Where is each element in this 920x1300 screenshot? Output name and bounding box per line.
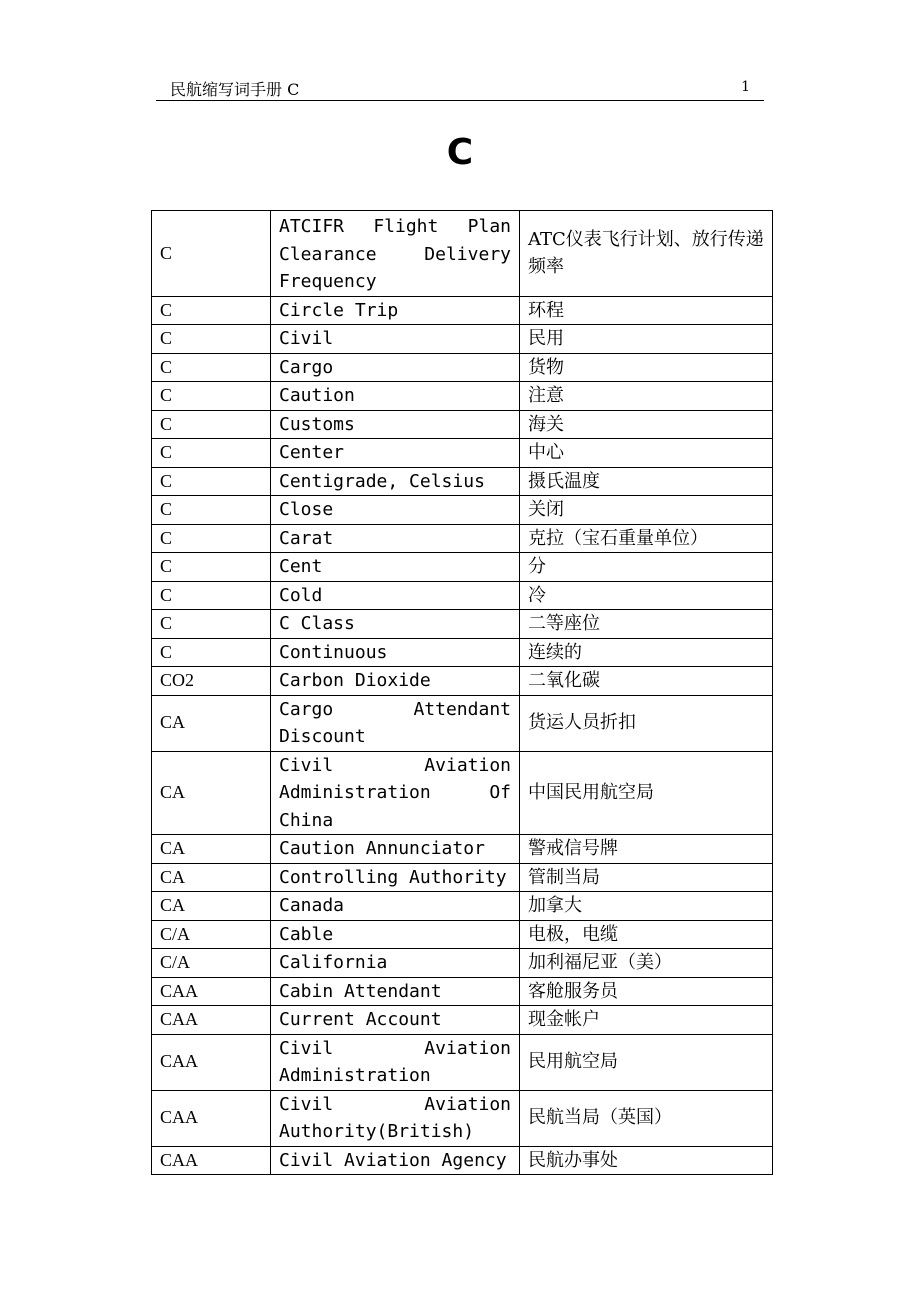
english-term-cell: Circle Trip (271, 296, 520, 325)
chinese-term-cell: 警戒信号牌 (520, 835, 773, 864)
abbreviation-cell: C (152, 524, 271, 553)
english-term-cell: Continuous (271, 638, 520, 667)
table-row (152, 977, 773, 1006)
table-row (152, 382, 773, 411)
abbreviation-cell: C (152, 439, 271, 468)
table-row (152, 496, 773, 525)
chinese-term-cell: 管制当局 (520, 863, 773, 892)
chinese-term-cell: 分 (520, 553, 773, 582)
table-row (152, 610, 773, 639)
page-number: 1 (741, 79, 750, 95)
table-row (152, 892, 773, 921)
chinese-term-cell: 民用 (520, 325, 773, 354)
abbreviation-cell: C (152, 553, 271, 582)
table-row (152, 211, 773, 297)
english-term-cell: Current Account (271, 1006, 520, 1035)
english-term-cell: Cargo Attendant Discount (271, 695, 520, 751)
abbreviation-cell: C/A (152, 949, 271, 978)
chinese-term-cell: 客舱服务员 (520, 977, 773, 1006)
abbreviation-cell: C (152, 467, 271, 496)
english-term-cell: Centigrade, Celsius (271, 467, 520, 496)
chinese-term-cell: 冷 (520, 581, 773, 610)
abbreviation-cell: C (152, 496, 271, 525)
chinese-term-cell: 货运人员折扣 (520, 695, 773, 751)
abbreviation-cell: C (152, 296, 271, 325)
abbreviation-cell: C/A (152, 920, 271, 949)
abbreviation-cell: CAA (152, 1006, 271, 1035)
english-term-cell: Controlling Authority (271, 863, 520, 892)
abbreviation-cell: C (152, 410, 271, 439)
english-term-cell: Caution Annunciator (271, 835, 520, 864)
chinese-term-cell: 关闭 (520, 496, 773, 525)
chinese-term-cell: 海关 (520, 410, 773, 439)
chinese-term-cell: 加利福尼亚（美） (520, 949, 773, 978)
english-term-cell: Civil Aviation Administration (271, 1034, 520, 1090)
abbreviation-cell: CA (152, 863, 271, 892)
table-row (152, 667, 773, 696)
chinese-term-cell: 二氧化碳 (520, 667, 773, 696)
chinese-term-cell: 现金帐户 (520, 1006, 773, 1035)
abbreviation-cell: C (152, 211, 271, 297)
table-row (152, 296, 773, 325)
document-title: 民航缩写词手册 C (170, 80, 300, 99)
table-row (152, 1034, 773, 1090)
abbreviation-cell: CA (152, 835, 271, 864)
table-row (152, 353, 773, 382)
english-term-cell: California (271, 949, 520, 978)
table-row (152, 410, 773, 439)
abbreviation-cell: C (152, 325, 271, 354)
abbreviation-cell: CAA (152, 1034, 271, 1090)
english-term-cell: Carat (271, 524, 520, 553)
table-row (152, 581, 773, 610)
table-row (152, 638, 773, 667)
table-row (152, 325, 773, 354)
chinese-term-cell: 民航办事处 (520, 1146, 773, 1175)
chinese-term-cell: ATC仪表飞行计划、放行传递频率 (520, 211, 773, 297)
english-term-cell: ATCIFR Flight Plan Clearance Delivery Frequency (271, 211, 520, 297)
abbreviation-cell: CA (152, 695, 271, 751)
table-row (152, 835, 773, 864)
english-term-cell: Cent (271, 553, 520, 582)
abbreviation-cell: C (152, 581, 271, 610)
english-term-cell: Civil Aviation Authority(British) (271, 1090, 520, 1146)
english-term-cell: Carbon Dioxide (271, 667, 520, 696)
chinese-term-cell: 克拉（宝石重量单位） (520, 524, 773, 553)
english-term-cell: C Class (271, 610, 520, 639)
english-term-cell: Center (271, 439, 520, 468)
english-term-cell: Close (271, 496, 520, 525)
chinese-term-cell: 电极，电缆 (520, 920, 773, 949)
chinese-term-cell: 中心 (520, 439, 773, 468)
table-row (152, 863, 773, 892)
table-row (152, 751, 773, 835)
abbreviation-cell: C (152, 382, 271, 411)
english-term-cell: Customs (271, 410, 520, 439)
table-row (152, 467, 773, 496)
english-term-cell: Caution (271, 382, 520, 411)
chinese-term-cell: 环程 (520, 296, 773, 325)
chinese-term-cell: 二等座位 (520, 610, 773, 639)
english-term-cell: Cold (271, 581, 520, 610)
abbreviation-cell: C (152, 610, 271, 639)
abbreviation-table (151, 210, 773, 1175)
section-heading: C (446, 132, 474, 173)
chinese-term-cell: 注意 (520, 382, 773, 411)
table-row (152, 695, 773, 751)
english-term-cell: Cable (271, 920, 520, 949)
table-row (152, 524, 773, 553)
english-term-cell: Civil Aviation Agency (271, 1146, 520, 1175)
abbreviation-cell: CA (152, 751, 271, 835)
abbreviation-cell: CAA (152, 1090, 271, 1146)
table-row (152, 920, 773, 949)
chinese-term-cell: 连续的 (520, 638, 773, 667)
abbreviation-cell: C (152, 353, 271, 382)
table-row (152, 1090, 773, 1146)
table-row (152, 1006, 773, 1035)
english-term-cell: Civil Aviation Administration Of China (271, 751, 520, 835)
table-row (152, 553, 773, 582)
english-term-cell: Civil (271, 325, 520, 354)
chinese-term-cell: 中国民用航空局 (520, 751, 773, 835)
abbreviation-cell: CAA (152, 977, 271, 1006)
english-term-cell: Cargo (271, 353, 520, 382)
chinese-term-cell: 摄氏温度 (520, 467, 773, 496)
abbreviation-cell: CAA (152, 1146, 271, 1175)
abbreviation-cell: CO2 (152, 667, 271, 696)
chinese-term-cell: 民用航空局 (520, 1034, 773, 1090)
abbreviation-cell: CA (152, 892, 271, 921)
chinese-term-cell: 货物 (520, 353, 773, 382)
chinese-term-cell: 民航当局（英国） (520, 1090, 773, 1146)
english-term-cell: Cabin Attendant (271, 977, 520, 1006)
table-row (152, 439, 773, 468)
table-row (152, 1146, 773, 1175)
abbreviation-cell: C (152, 638, 271, 667)
table-row (152, 949, 773, 978)
page-header (156, 74, 764, 101)
chinese-term-cell: 加拿大 (520, 892, 773, 921)
english-term-cell: Canada (271, 892, 520, 921)
